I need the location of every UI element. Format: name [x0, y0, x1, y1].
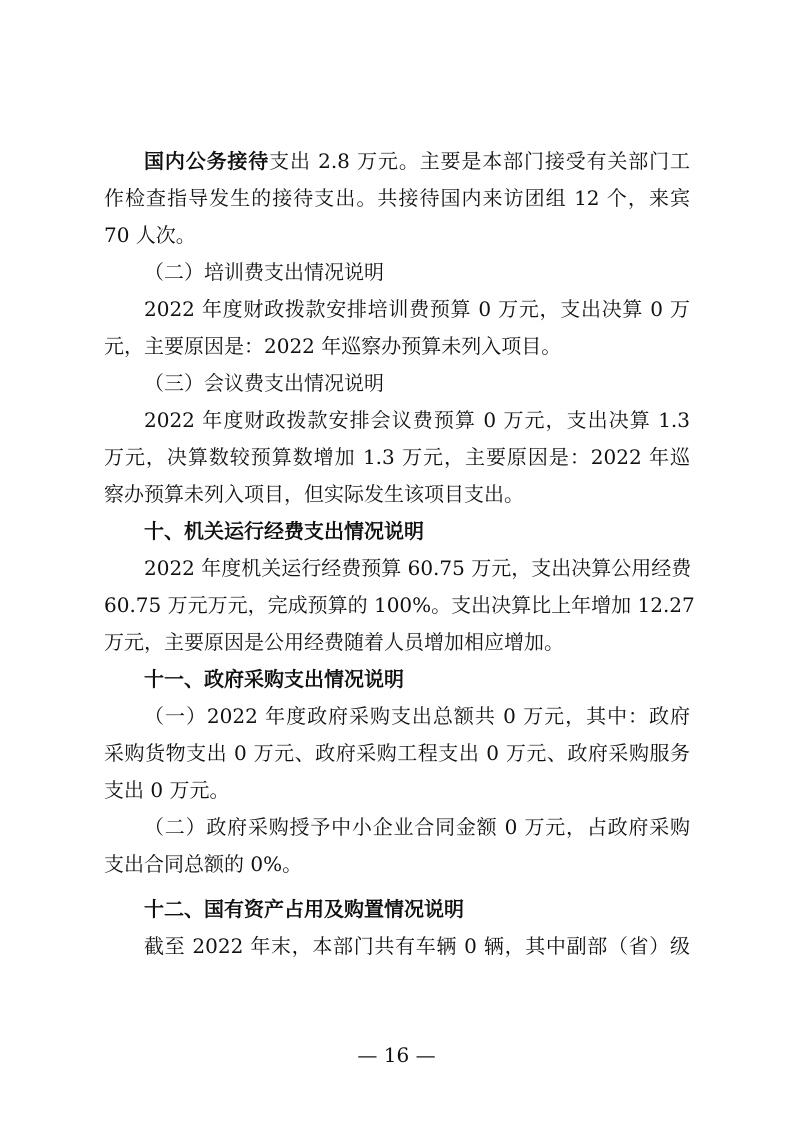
- section-heading: 十二、国有资产占用及购置情况说明: [144, 897, 464, 921]
- paragraph-line: 60.75 万元万元，完成预算的 100%。支出决算比上年增加 12.27: [104, 593, 695, 617]
- paragraph-line: 2022 年度财政拨款安排培训费预算 0 万元，支出决算 0 万: [144, 297, 690, 321]
- paragraph-line: 70 人次。: [104, 223, 196, 247]
- bold-lead-text: 国内公务接待: [144, 149, 270, 173]
- paragraph-line: 2022 年度财政拨款安排会议费预算 0 万元，支出决算 1.3: [144, 408, 690, 432]
- paragraph-line: 2022 年度机关运行经费预算 60.75 万元，支出决算公用经费: [144, 556, 692, 580]
- paragraph-line: 支出合同总额的 0%。: [104, 852, 303, 876]
- section-heading: （三）会议费支出情况说明: [144, 371, 384, 395]
- paragraph-line: 万元，决算数较预算数增加 1.3 万元，主要原因是：2022 年巡: [104, 445, 690, 469]
- paragraph-line: 采购货物支出 0 万元、政府采购工程支出 0 万元、政府采购服务: [104, 741, 690, 765]
- paragraph-line: 作检查指导发生的接待支出。共接待国内来访团组 12 个，来宾: [104, 186, 690, 210]
- section-heading: （二）培训费支出情况说明: [144, 260, 384, 284]
- paragraph-line: [144, 143, 690, 179]
- page-number: — 16 —: [357, 1043, 436, 1067]
- paragraph-line: 万元，主要原因是公用经费随着人员增加相应增加。: [104, 630, 564, 654]
- paragraph-line: 截至 2022 年末，本部门共有车辆 0 辆，其中副部（省）级: [144, 934, 690, 958]
- section-heading: 十一、政府采购支出情况说明: [144, 667, 404, 691]
- text-run: 支出 2.8 万元。主要是本部门接受有关部门工: [269, 149, 690, 173]
- paragraph-line: 元，主要原因是：2022 年巡察办预算未列入项目。: [104, 334, 562, 358]
- section-heading: 十、机关运行经费支出情况说明: [144, 519, 424, 543]
- paragraph-line: 察办预算未列入项目，但实际发生该项目支出。: [104, 482, 524, 506]
- paragraph-line: 支出 0 万元。: [104, 778, 230, 802]
- paragraph-line: （一）2022 年度政府采购支出总额共 0 万元，其中：政府: [144, 704, 690, 728]
- paragraph-line: （二）政府采购授予中小企业合同金额 0 万元，占政府采购: [144, 815, 690, 839]
